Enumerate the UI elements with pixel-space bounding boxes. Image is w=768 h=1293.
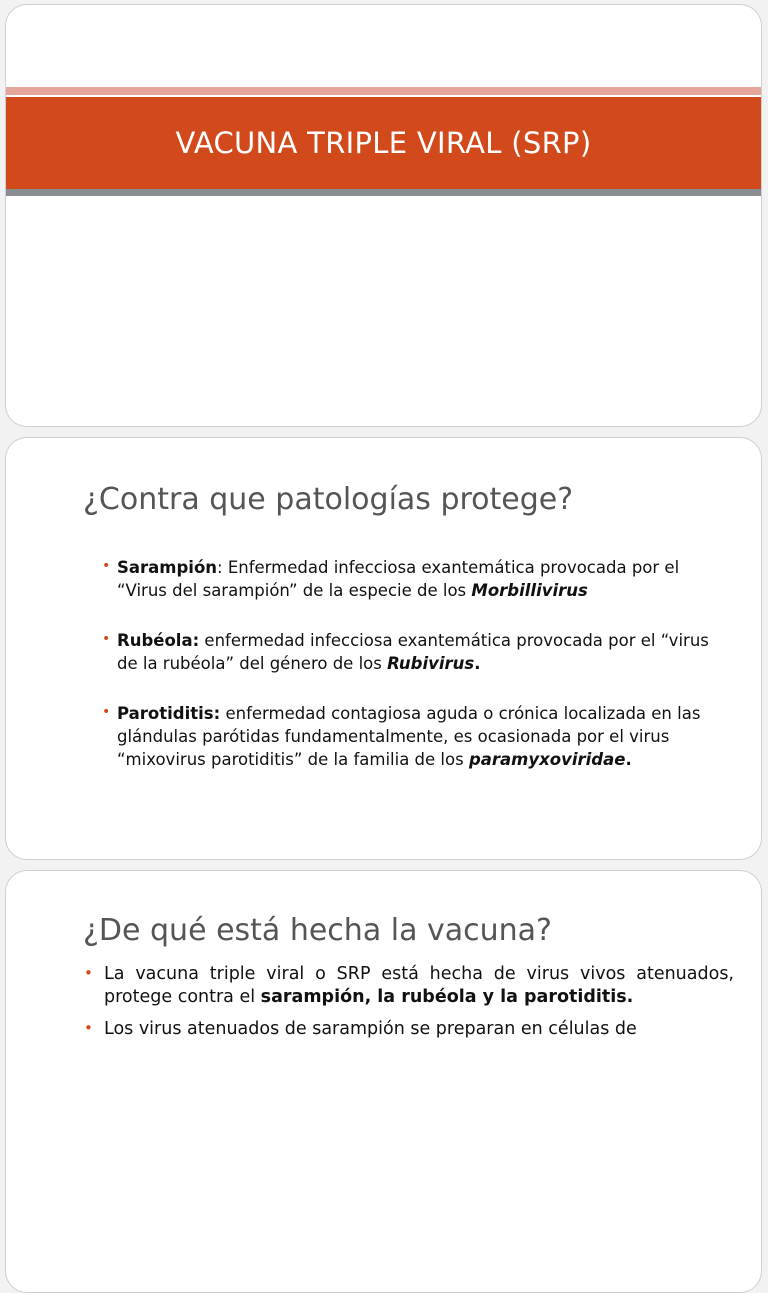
bullet-emphasis: Morbillivirus [471, 581, 588, 600]
bullet-item-composition [84, 963, 734, 1009]
bullet-list [102, 556, 732, 798]
bullet-dot-icon: • [84, 964, 93, 982]
bullet-emphasis: paramyxoviridae [468, 750, 626, 769]
bullet-emphasis: Rubivirus [387, 654, 475, 673]
bullet-item-rubeola [102, 629, 732, 675]
bullet-bold: sarampión, la rubéola y la parotiditis. [260, 987, 634, 1007]
bullet-item-parotiditis [102, 702, 732, 771]
bullet-end: . [625, 750, 632, 769]
bullet-term: Parotiditis: [117, 704, 221, 723]
bullet-text: enfermedad contagiosa aguda o crónica localizada en las glándulas parótidas fundamentalmente, es ocasionada por el virus “mixovirus parotiditis” de la familia de los [117, 704, 701, 769]
slide-heading: ¿De qué está hecha la vacuna? [83, 913, 552, 948]
bullet-term: Rubéola: [117, 631, 200, 650]
title-band [6, 87, 761, 199]
bullet-text: enfermedad infecciosa exantemática provocada por el “virus de la rubéola” del género de los [117, 631, 709, 673]
bullet-dot-icon: • [102, 631, 111, 647]
bullet-term: Sarampión [117, 558, 218, 577]
slide-3 [5, 870, 762, 1293]
bullet-item-preparation [84, 1018, 734, 1041]
slide-heading: ¿Contra que patologías protege? [83, 482, 574, 517]
slide-title: VACUNA TRIPLE VIRAL (SRP) [175, 126, 592, 160]
bullet-end: . [474, 654, 481, 673]
band-bottom-stripe [6, 189, 761, 196]
bullet-dot-icon: • [102, 704, 111, 720]
bullet-text: : Enfermedad infecciosa exantemática provocada por el “Virus del sarampión” de la especie de los [117, 558, 680, 600]
bullet-text: La vacuna triple viral o SRP está hecha de virus vivos atenuados, protege contra el [104, 964, 734, 1007]
bullet-text: Los virus atenuados de sarampión se preparan en células de [104, 1019, 637, 1039]
slide-1 [5, 4, 762, 427]
bullet-dot-icon: • [102, 558, 111, 574]
band-top-stripe [6, 87, 761, 95]
bullet-list [84, 963, 734, 1050]
bullet-dot-icon: • [84, 1019, 93, 1037]
band-main [6, 97, 761, 189]
slide-2 [5, 437, 762, 860]
bullet-item-sarampion [102, 556, 732, 602]
